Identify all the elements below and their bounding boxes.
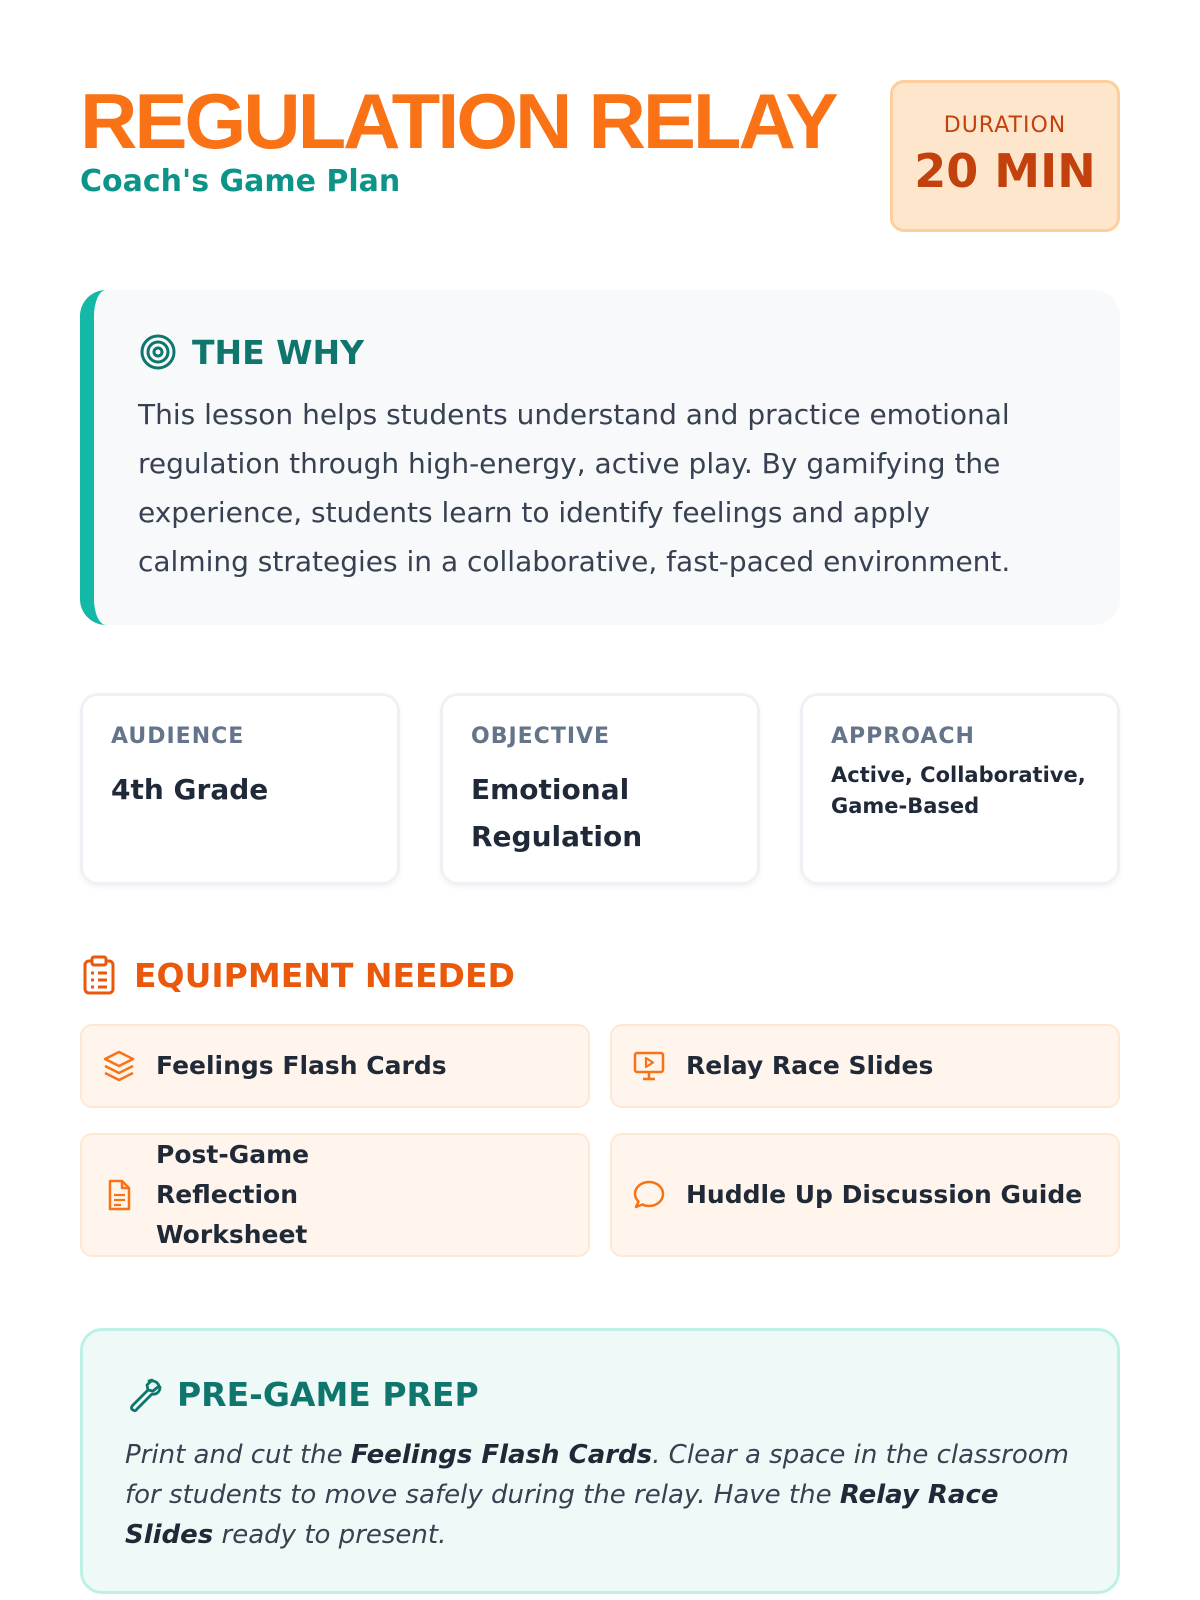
document-icon	[102, 1178, 136, 1212]
equipment-header	[80, 955, 515, 995]
approach-label: APPROACH	[831, 724, 975, 749]
clipboard-icon	[80, 955, 118, 995]
equipment-item	[610, 1024, 1120, 1108]
pre-game-prep-section	[80, 1328, 1120, 1594]
chat-bubble-icon	[632, 1178, 666, 1212]
why-body: This lesson helps students understand and practice emotional regulation through high-energy, active play. By gamifying the experience, students learn to identify feelings and apply calming strategies in a collaborative, fast-paced environment.	[138, 398, 1011, 578]
objective-card	[440, 693, 760, 885]
audience-label: AUDIENCE	[111, 724, 245, 749]
audience-card	[80, 693, 400, 885]
prep-header	[125, 1375, 479, 1414]
duration-badge	[890, 80, 1120, 232]
presentation-icon	[632, 1049, 666, 1083]
equipment-item	[80, 1024, 590, 1108]
equipment-item-label: Feelings Flash Cards	[156, 1051, 447, 1080]
equipment-item	[80, 1133, 590, 1257]
why-title: THE WHY	[192, 332, 365, 372]
equipment-item-label: Huddle Up Discussion Guide	[686, 1180, 1083, 1209]
why-section	[80, 290, 1120, 625]
header	[80, 77, 1120, 230]
prep-text: Print and cut the	[125, 1440, 351, 1470]
approach-card	[800, 693, 1120, 885]
equipment-item	[610, 1133, 1120, 1257]
equipment-item-label: Relay Race Slides	[686, 1051, 934, 1080]
prep-bold-item: Relay Race Slides	[125, 1480, 999, 1550]
duration-label: DURATION	[943, 113, 1067, 138]
objective-label: OBJECTIVE	[471, 724, 611, 749]
layers-icon	[102, 1049, 136, 1083]
page-subtitle: Coach's Game Plan	[80, 164, 401, 199]
equipment-item-label: Post-Game Reflection Worksheet	[156, 1140, 310, 1249]
target-icon	[138, 332, 178, 372]
duration-value: 20 MIN	[914, 144, 1096, 198]
approach-value: Active, Collaborative, Game-Based	[831, 763, 1086, 818]
prep-bold-item: Feelings Flash Cards	[350, 1440, 653, 1470]
page-title: REGULATION RELAY	[80, 77, 836, 165]
objective-value: Emotional Regulation	[471, 773, 643, 853]
equipment-title: EQUIPMENT NEEDED	[134, 955, 515, 995]
why-header	[138, 332, 364, 372]
prep-title: PRE-GAME PREP	[177, 1375, 479, 1414]
prep-body	[125, 1435, 1075, 1555]
prep-text: ready to present.	[213, 1520, 447, 1550]
prep-text: . Clear a space in the classroom for students to move safely during the relay. Have the	[125, 1440, 1069, 1510]
audience-value: 4th Grade	[111, 773, 269, 806]
wrench-icon	[125, 1376, 163, 1414]
